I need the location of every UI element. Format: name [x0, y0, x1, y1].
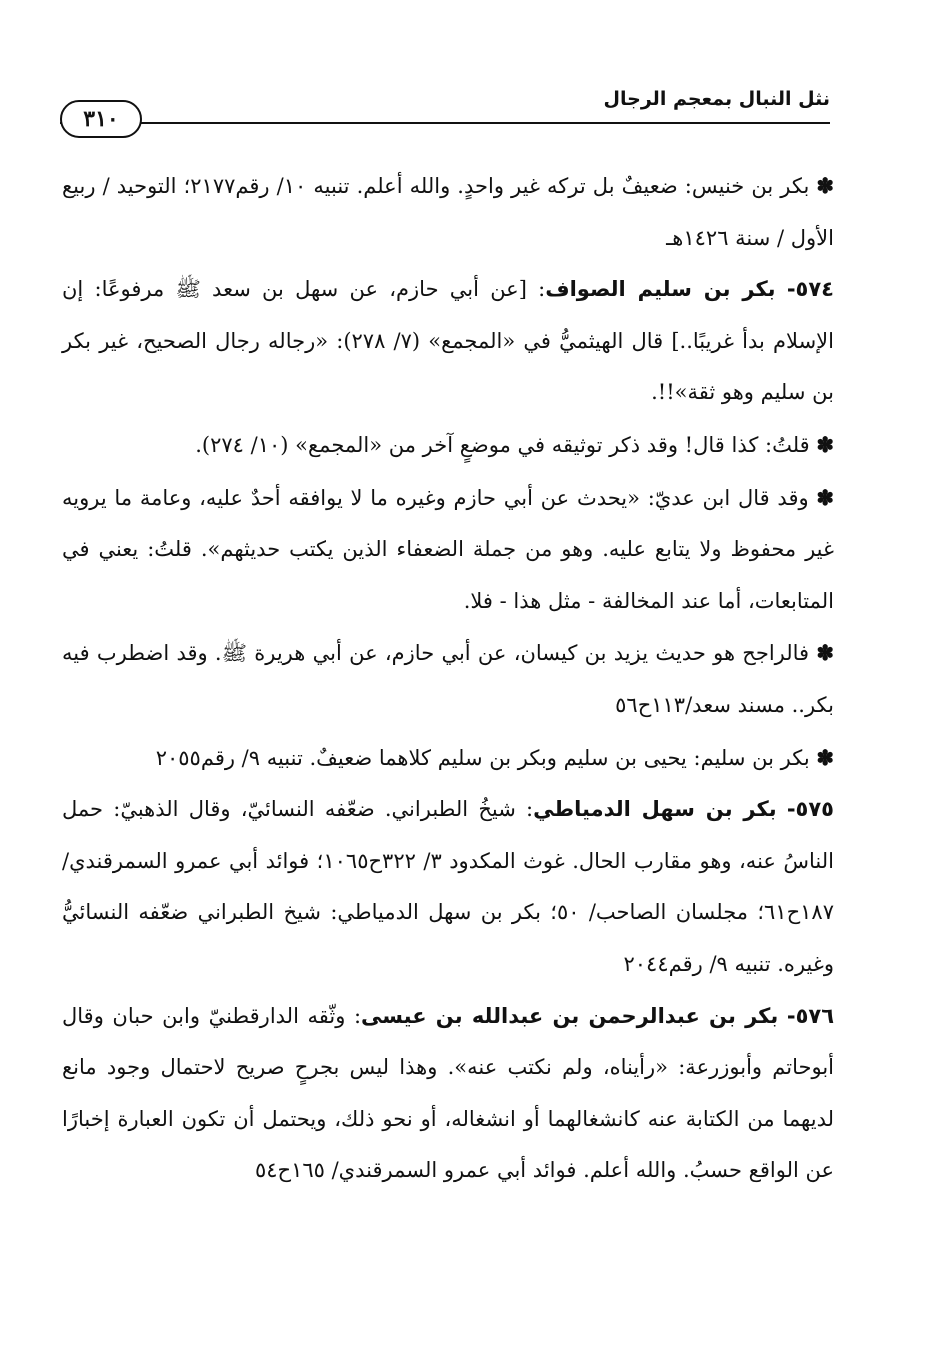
paragraph-note [62, 472, 834, 628]
entry-number: ٥٧٦- [786, 1003, 835, 1028]
entry-name: بكر بن سهل الدمياطي [533, 797, 777, 822]
paragraph-note [62, 627, 834, 731]
paragraph-text: : شيخُ الطبراني. ضعّفه النسائيّ، وقال الذهبيّ: حمل الناسُ عنه، وهو مقارب الحال. غوث المكدود ٣/ ٣٢٢ح١٠٦٥؛ فوائد أبي عمرو السمرقندي/ ١٨٧ح٦١؛ مجلسان الصاحب/ ٥٠؛ بكر بن سهل الدمياطي: شيخ الطبراني ضعّفه النسائيُّ وغيره. تنبيه ٩/ رقم٢٠٤٤ [62, 797, 835, 976]
paragraph-text: بكر بن سليم: يحيى بن سليم وبكر بن سليم كلاهما ضعيفٌ. تنبيه ٩/ رقم٢٠٥٥ [155, 745, 810, 770]
paragraph-text: : وثّقه الدارقطنيّ وابن حبان وقال أبوحاتم وأبوزرعة: «رأيناه، ولم نكتب عنه». وهذا ليس بجرحٍ صريح لاحتمال وجود مانع لديهما من الكتابة عنه كانشغالهما أو انشغاله، أو نحو ذلك، ويحتمل أن تكون العبارة إخبارًا عن الواقع حسبُ. والله أعلم. فوائد أبي عمرو السمرقندي/ ١٦٥ح٥٤ [62, 1003, 834, 1183]
paragraph-note [62, 419, 834, 472]
entry-number: ٥٧٥- [786, 797, 834, 822]
paragraph-text: : [عن أبي حازم، عن سهل بن سعد ﷺ مرفوعًا: إن الإسلام بدأ غريبًا..] قال الهيثميُّ في «المجمع» (٧/ ٢٧٨): «رجاله رجال الصحيح، غير بكر بن سليم وهو ثقة»!!. [62, 277, 834, 405]
bullet-star: ✽ [816, 484, 834, 510]
page-header [60, 84, 830, 132]
page-body [62, 160, 834, 1197]
paragraph-entry [62, 784, 834, 990]
header-rule [60, 122, 830, 124]
bullet-star: ✽ [816, 744, 834, 770]
page-number: ٣١٠ [60, 100, 142, 138]
entry-number: ٥٧٤- [786, 277, 834, 302]
paragraph-entry [62, 991, 834, 1197]
bullet-star: ✽ [816, 431, 834, 457]
paragraph-note [62, 732, 834, 785]
paragraph-text: بكر بن خنيس: ضعيفٌ بل تركه غير واحدٍ. والله أعلم. تنبيه ١٠/ رقم٢١٧٧؛ التوحيد / ربيع الأول / سنة ١٤٢٦هـ [62, 174, 834, 250]
paragraph-text: فالراجح هو حديث يزيد بن كيسان، عن أبي حازم، عن أبي هريرة ﷺ. وقد اضطرب فيه بكر.. مسند سعد/١١٣ح٥٦ [62, 641, 834, 717]
running-title: نثل النبال بمعجم الرجال [603, 88, 830, 110]
bullet-star: ✽ [816, 173, 835, 198]
paragraph-note [62, 160, 834, 264]
entry-name: بكر بن عبدالرحمن بن عبدالله بن عيسى [361, 1003, 779, 1028]
entry-name: بكر بن سليم الصواف [545, 277, 776, 302]
paragraph-text: قلتُ: كذا قال! وقد ذكر توثيقه في موضعٍ آخر من «المجمع» (١٠/ ٢٧٤). [195, 432, 810, 457]
bullet-star: ✽ [816, 640, 834, 666]
paragraph-entry [62, 264, 834, 419]
paragraph-text: وقد قال ابن عديّ: «يحدث عن أبي حازم وغيره ما لا يوافقه أحدٌ عليه، وعامة ما يرويه غير محفوظ ولا يتابع عليه. وهو من جملة الضعفاء الذين يكتب حديثهم». قلتُ: يعني في المتابعات، أما عند المخالفة - مثل هذا - فلا. [62, 485, 834, 613]
